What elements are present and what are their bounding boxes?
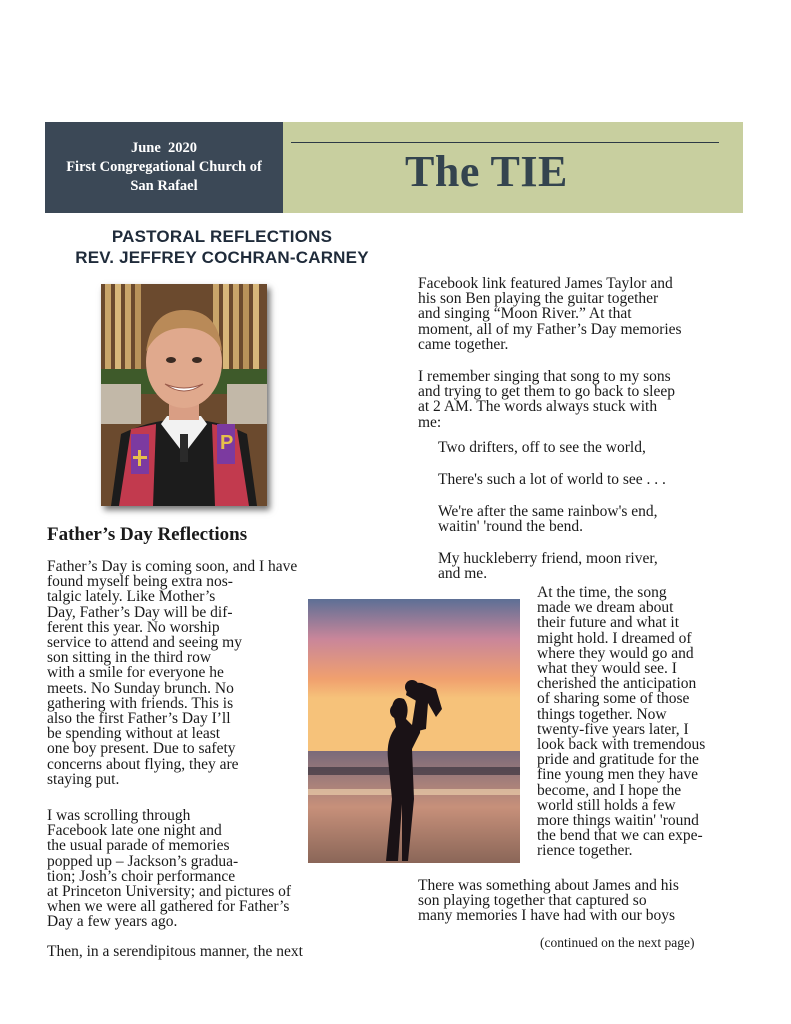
text-line: fine young men they have [537,766,698,784]
text-line: tion; Josh’s choir performance [47,867,236,885]
text-line: Day a few years ago. [47,913,178,931]
text-line: and singing “Moon River.” At that [418,305,632,323]
paragraph-intro [47,559,297,787]
text-line: There was something about James and his [418,877,679,894]
text-line: their future and what it [537,614,680,632]
text-line: came together. [418,335,509,353]
text-line: one boy present. Due to safety [47,740,236,758]
paragraph-serendipity [47,944,303,959]
paragraph-moon-river [418,276,682,352]
text-line: service to attend and seeing my [47,634,242,652]
masthead-title-block [283,122,743,213]
section-heading: PASTORAL REFLECTIONS [111,227,333,246]
text-line: gathering with friends. This is [47,694,234,712]
text-line: Facebook link featured James Taylor and [418,275,673,292]
text-line: what they would see. I [537,660,677,678]
text-line: moment, all of my Father’s Day memories [418,320,682,338]
text-line: when we were all gathered for Father’s [47,898,290,916]
text-line: and trying to get them to go back to sleep [418,383,675,401]
text-line: at Princeton University; and pictures of [47,883,292,901]
text-line: Facebook late one night and [47,822,222,840]
lyric-line-1 [438,440,646,455]
text-line: the bend that we can expe- [537,827,703,845]
text-line: Two drifters, off to see the world, [438,439,646,456]
lyric-line-3 [438,504,658,534]
text-line: things together. Now [537,705,667,723]
father-child-sunset-photo [308,599,520,863]
text-line: the usual parade of memories [47,837,230,855]
text-line: with a smile for everyone he [47,664,224,682]
text-line: also the first Father’s Day I’ll [47,710,231,728]
text-line: My huckleberry friend, moon river, [438,550,658,567]
paragraph-singing [418,369,675,430]
text-line: become, and I hope the [537,781,682,799]
text-line: me: [418,413,442,431]
text-line: be spending without at least [47,725,221,743]
text-line: twenty-five years later, I [537,720,689,738]
text-line: Day, Father’s Day will be dif- [47,603,233,621]
text-line: At the time, the song [537,584,667,601]
article-title: Father’s Day Reflections [47,524,248,545]
text-line: waitin' 'round the bend. [438,518,584,536]
text-line: I was scrolling through [47,807,191,824]
text-line: many memories I have had with our boys [418,907,675,925]
text-line: rience together. [537,842,633,860]
text-line: son playing together that captured so [418,892,647,910]
text-line: There's such a lot of world to see . . . [438,471,666,488]
text-line: at 2 AM. The words always stuck with [418,398,658,416]
text-line: of sharing some of those [537,690,690,708]
text-line: talgic lately. Like Mother’s [47,588,216,606]
text-line: ferent this year. No worship [47,618,220,636]
text-line: and me. [438,565,488,583]
section-subheading: REV. JEFFREY COCHRAN-CARNEY [75,248,369,267]
text-line: look back with tremendous [537,736,706,754]
text-line: might hold. I dreamed of [537,629,692,647]
text-line: meets. No Sunday brunch. No [47,679,234,697]
text-line: where they would go and [537,644,694,662]
issue-date: June 2020 [130,140,198,156]
text-line: his son Ben playing the guitar together [418,290,659,308]
lyric-line-2 [438,472,666,487]
text-line: pride and gratitude for the [537,751,699,769]
paragraph-dreams [537,585,705,859]
text-line: son sitting in the third row [47,649,212,667]
masthead-rule [291,142,719,143]
text-line: more things waitin' 'round [537,812,699,830]
church-name-line2: San Rafael [130,178,198,194]
text-line: found myself being extra nos- [47,573,233,591]
text-line: world still holds a few [537,796,676,814]
masthead-info-block [45,122,283,213]
svg-text:P: P [220,432,234,454]
text-line: made we dream about [537,599,674,617]
paragraph-closing [418,878,679,924]
lyric-line-4 [438,551,658,581]
paragraph-facebook [47,808,291,930]
text-line: We're after the same rainbow's end, [438,503,658,520]
text-line: Father’s Day is coming soon, and I have [47,558,298,575]
church-name-line1: First Congregational Church of [66,159,262,175]
text-line: cherished the anticipation [537,675,697,693]
text-line: I remember singing that song to my sons [418,368,671,385]
pastor-portrait [101,284,267,506]
text-line: popped up – Jackson’s gradua- [47,852,239,870]
text-line: staying put. [47,770,120,788]
continued-note: (continued on the next page) [540,935,695,950]
newsletter-title: The TIE [405,147,568,196]
text-line: concerns about flying, they are [47,755,239,773]
text-line: Then, in a serendipitous manner, the next [47,943,303,960]
